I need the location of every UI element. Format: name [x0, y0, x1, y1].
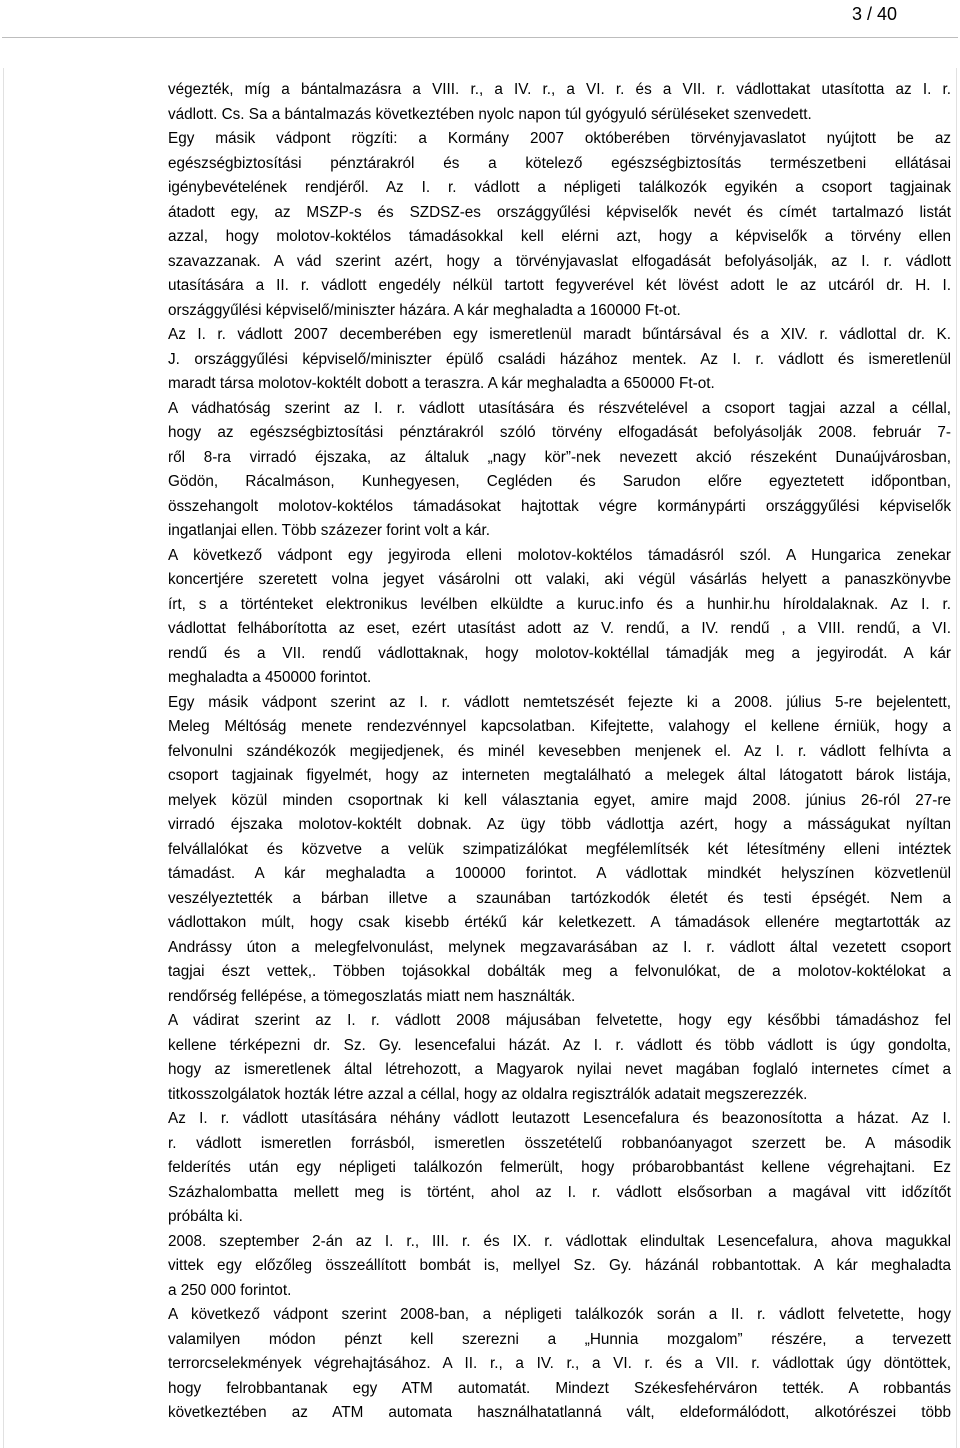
text-line: szavazzanak. A vád szerint azért, hogy a törvényjavaslat elfogadását befolyásolják, az I. r. vádlott — [168, 252, 951, 270]
text-line: A vádirat szerint az I. r. vádlott 2008 májusában felvetette, hogy egy későbbi támadáshoz fel — [168, 1012, 951, 1029]
text-line: vádlottakon múlt, hogy csak kisebb értékű kár keletkezett. A támadások ellenére megtartották az — [168, 914, 951, 931]
text-line: országgyűlési képviselő/miniszter házára. A kár meghaladta a 160000 Ft-ot. — [168, 301, 681, 319]
text-line: Andrássy úton a melegfelvonulást, melynek megzavarásában az I. r. vádlott által vezetett csoport — [168, 938, 951, 956]
text-line: hogy az egészségbiztosítási pénztárakról szóló törvény elfogadását befolyásolják 2008. február 7- — [168, 424, 951, 441]
text-line: következtében az ATM automata használhatatlanná vált, eldeformálódott, alkotórészei több — [168, 1404, 951, 1421]
page-frame-right-border — [956, 68, 957, 1448]
text-line: vittek egy előzőleg összeállított bombát is, mellyel Sz. Gy. házánál robbantottak. A kár meghaladta — [168, 1257, 951, 1274]
text-line: felderítés után egy népligeti találkozón felmerült, hogy próbarobbantást kellene végrehajtani. Ez — [168, 1159, 951, 1176]
text-line: A vádhatóság szerint az I. r. vádlott utasítására és részvételével a csoport tagjai azzal a céllal, — [168, 399, 951, 417]
text-line: végezték, míg a bántalmazásra a VIII. r., a IV. r., a VI. r. és a VII. r. vádlottakat utasította az I. r. — [168, 81, 951, 98]
text-line: Meleg Méltóság menete rendezvénnyel kapcsolatban. Kifejtette, valahogy el kellene érniük, hogy a — [168, 718, 951, 735]
text-line: igénybevételének rendjéről. Az I. r. vádlott a népligeti találkozók egyikén a csoport tagjainak — [168, 179, 951, 196]
text-line: melyek közül minden csoportnak ki kell választania egyet, amire majd 2008. június 26-ról 27-re — [168, 791, 951, 809]
text-line: azzal, hogy molotov-koktélos támadásokkal kell elérni azt, hogy a képviselők a törvény ellen — [168, 228, 951, 245]
text-line: r. vádlott ismeretlen forrásból, ismeretlen összetételű robbanóanyagot szerzett be. A második — [168, 1134, 951, 1152]
text-line: 2008. szeptember 2-án az I. r., III. r. és IX. r. vádlottak elindultak Lesencefalura, ahova magukkal — [168, 1232, 951, 1250]
text-line: a 250 000 forintot. — [168, 1281, 292, 1299]
text-line: Egy másik vádpont szerint az I. r. vádlott nemtetszését fejezte ki a 2008. július 5-re bejelentett, — [168, 693, 951, 711]
text-line: rendőrség fellépése, a tömegoszlatás miatt nem használták. — [168, 987, 576, 1005]
text-line: tagjai észt vettek,. Többen tojásokkal dobálták meg a felvonulókat, de a molotov-koktélokat a — [168, 963, 951, 980]
text-line: utasítására a II. r. vádlott engedély nélkül tartott fegyverével két lövést adott le az utcáról dr. H. I. — [168, 277, 951, 294]
text-line: A következő vádpont egy jegyiroda elleni molotov-koktélos támadásról szól. A Hungarica zenekar — [168, 546, 951, 564]
text-line: Gödön, Rácalmáson, Kunhegyesen, Cegléden és Sarudon előre egyeztetett időpontban, — [168, 473, 951, 490]
page-number: 3 / 40 — [851, 4, 897, 24]
text-line: próbálta ki. — [168, 1208, 243, 1225]
text-line: összehangolt molotov-koktélos támadásokat hajtottak végre kormánypárti országgyűlési képviselők — [168, 497, 951, 515]
text-line: veszélyeztették a bárban illetve a szaunában tartózkodók életét és testi épségét. Nem a — [168, 889, 951, 907]
text-line: csoport tagjainak figyelmét, hogy az interneten megtalálható a melegek által látogatott bárok listája, — [168, 767, 951, 784]
text-line: Egy másik vádpont rögzíti: a Kormány 2007 októberében törvényjavaslatot nyújtott be az — [168, 130, 951, 147]
text-line: ingatlanjai ellen. Több százezer forint volt a kár. — [168, 522, 490, 539]
text-line: Az I. r. vádlott utasítására néhány vádlott leutazott Lesencefalura és beazonosította a házat. Az I. — [168, 1110, 951, 1127]
text-line: maradt társa molotov-koktélt dobott a teraszra. A kár meghaladta a 650000 Ft-ot. — [168, 375, 715, 392]
text-line: vádlott. Cs. Sa a bántalmazás következtében nyolc napon túl gyógyuló sérüléseket szenvedett. — [168, 105, 812, 123]
text-line: vádlottat felháborította az eset, ezért utasítást adott az V. rendű, a IV. rendű , a VIII. rendű, a VI. — [168, 620, 951, 637]
text-line: terrorcselekmények végrehajtásához. A II. r., a IV. r., a VI. r. és a VII. r. vádlottak úgy döntöttek, — [168, 1355, 951, 1372]
text-line: J. országgyűlési képviselő/miniszter épülő családi házához mentek. Az I. r. vádlott és ismeretlenül — [168, 350, 951, 368]
document-body — [168, 78, 951, 1426]
text-line: felvállalókat és közvetve a velük szimpatizálókat megfélemlítsék két létesítmény elleni intéztek — [168, 840, 951, 858]
text-line: A következő vádpont szerint 2008-ban, a népligeti találkozók során a II. r. vádlott felvetette, hogy — [168, 1306, 951, 1323]
text-line: átadott egy, az MSZP-s és SZDSZ-es országgyűlési képviselők nevét és címét tartalmazó listát — [168, 203, 951, 221]
text-line: rendű és a VII. rendű vádlottaknak, hogy molotov-koktéllal támadják meg a jegyirodát. A kár — [168, 644, 951, 662]
text-line: koncertjére szeretett volna jegyet vásárolni ott valaki, aki végül vásárlás helyett a panaszkönyvbe — [168, 571, 951, 588]
text-line: felvonulni szándékozók megijedjenek, és minél kevesebben menjenek el. Az I. r. vádlott felhívta a — [168, 742, 951, 760]
text-line: Az I. r. vádlott 2007 decemberében egy ismeretlenül maradt bűntársával és a XIV. r. vádlottal dr. K. — [168, 326, 951, 343]
text-line: hogy felrobbantanak egy ATM automatát. Mindezt Székesfehérváron tették. A robbantás — [168, 1379, 951, 1397]
header-divider — [2, 37, 958, 38]
page-header — [0, 0, 960, 38]
text-line: ről 8-ra virradó éjszaka, az általuk „nagy kör”-nek nevezett akció részeként Dunaújvárosban, — [168, 448, 951, 466]
text-line: valamilyen módon pénzt kell szerezni a „Hunnia mozgalom” részére, a tervezett — [168, 1330, 951, 1348]
text-line: Százhalombatta mellett meg is történt, ahol az I. r. vádlott elsősorban a magával vitt időzítőt — [168, 1183, 951, 1201]
text-line: virradó éjszaka molotov-koktélt dobnak. Az ügy több vádlottja azért, hogy a másságukat nyíltan — [168, 816, 951, 833]
text-line: hogy az ismeretlenek által létrehozott, a Magyarok nyilai nevet magában foglaló internetes címet a — [168, 1061, 951, 1078]
page-frame-left-border — [3, 68, 4, 1448]
text-line: egészségbiztosítási pénztárakról és a kötelező egészségbiztosítás természetbeni ellátásai — [168, 154, 951, 172]
text-line: titkosszolgálatok hozták létre azzal a céllal, hogy az oldalra regisztrálók adatait megszerezzék. — [168, 1085, 808, 1103]
text-line: kellene térképezni dr. Sz. Gy. lesencefalui házát. Az I. r. vádlott és több vádlott is úgy gondolta, — [168, 1036, 951, 1054]
text-line: támadást. A kár meghaladta a 100000 forintot. A vádlottak mindkét helyszínen közvetlenül — [168, 865, 951, 882]
text-line: meghaladta a 450000 forintot. — [168, 669, 372, 686]
text-line: írt, s a történteket elektronikus levélben elküldte a kuruc.info és a hunhir.hu híroldalaknak. Az I. r. — [168, 595, 951, 613]
